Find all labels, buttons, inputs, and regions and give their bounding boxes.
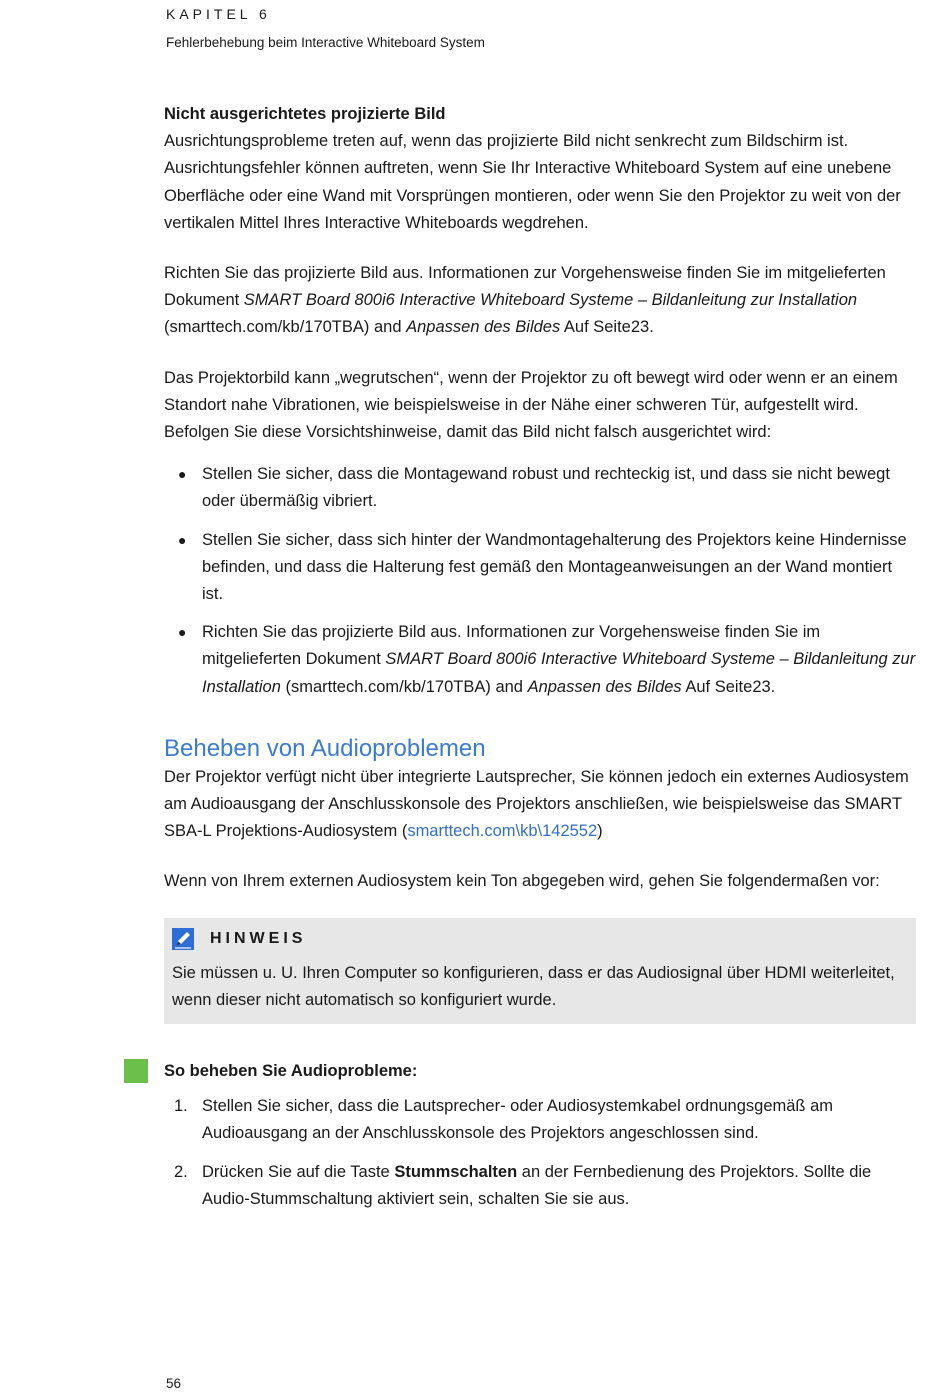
document-title: SMART Board 800i6 Interactive Whiteboard Systeme – Bildanleitung zur Installation [243,291,858,310]
misaligned-paragraph-1: Ausrichtungsprobleme treten auf, wenn das projizierte Bild nicht senkrecht zum Bildschirm ist. Ausrichtungsfehler können auftreten, wenn Sie Ihr Interactive Whiteboard System auf eine unebene Oberfläche oder eine Wand mit Vorsprüngen montieren, oder wenn Sie den Projektor zu weit von der vertikalen Mittel Ihres Interactive Whiteboards wegdrehen. [164,132,901,232]
list-item-text: Stellen Sie sicher, dass sich hinter der Wandmontagehalterung des Projektors keine Hindernisse befinden, und dass die Halterung fest gemäß den Montageanweisungen an der Wand montiert ist. [202,530,907,604]
audio-section-title: Beheben von Audioproblemen [164,734,486,762]
misaligned-paragraph-2 [164,260,916,342]
list-item [164,527,916,609]
text-run: Auf Seite23. [560,318,654,337]
button-name: Stummschalten [394,1162,518,1181]
audio-paragraph-2: Wenn von Ihrem externen Audiosystem kein Ton abgegeben wird, gehen Sie folgendermaßen vor: [164,872,880,891]
text-run: Richten Sie das projizierte Bild aus. Informationen zur Vorgehensweise finden Sie im mitgelieferten Dokument [164,264,886,310]
step-item [164,1093,916,1147]
list-item-text: Stellen Sie sicher, dass die Montagewand robust und rechteckig ist, und dass sie nicht bewegt oder übermäßig vibriert. [202,465,890,511]
procedure-marker-icon [124,1059,148,1083]
chapter-label: KAPITEL 6 [166,6,271,22]
audio-system-link[interactable]: smarttech.com\kb\142552 [407,822,598,841]
note-text: Sie müssen u. U. Ihren Computer so konfigurieren, dass er das Audiosignal über HDMI weiterleitet, wenn dieser nicht automatisch so konfiguriert wurde. [172,963,895,1009]
text-run: Drücken Sie auf die Taste [202,1162,395,1181]
precaution-list [164,461,916,701]
text-run: (smarttech.com/kb/170TBA) and [164,318,407,337]
step-number: 1. [174,1097,188,1116]
text-run: (smarttech.com/kb/170TBA) and [280,677,528,696]
page-content [164,101,916,1224]
note-title: HINWEIS [210,930,307,948]
procedure [164,1058,916,1213]
note-box [164,918,916,1024]
text-run: Der Projektor verfügt nicht über integrierte Lautsprecher, Sie können jedoch ein externes Audiosystem am Audioausgang der Anschlusskonsole des Projektors anschließen, wie beispielsweise das SMART SBA-L Projektions-Audiosystem ( [164,767,909,841]
pencil-note-icon [172,928,194,950]
step-number: 2. [174,1162,188,1181]
bullet-icon: ● [178,466,187,483]
audio-paragraph-1 [164,764,916,846]
chapter-subtitle: Fehlerbehebung beim Interactive Whiteboard System [166,35,485,50]
section-reference: Anpassen des Bildes [406,318,561,337]
misaligned-paragraph-3: Das Projektorbild kann „wegrutschen“, wenn der Projektor zu oft bewegt wird oder wenn er an einem Standort nahe Vibrationen, wie beispielsweise in der Nähe einer schweren Tür, aufgestellt wird. Befolgen Sie diese Vorsichtshinweise, damit das Bild nicht falsch ausgerichtet wird: [164,368,898,442]
text-run: Auf Seite23. [681,677,776,696]
list-item [164,619,916,701]
procedure-steps [164,1093,916,1213]
page-number: 56 [166,1376,182,1391]
text-run: ) [597,822,603,841]
list-item [164,461,916,515]
step-text: Stellen Sie sicher, dass die Lautsprecher- oder Audiosystemkabel ordnungsgemäß am Audioausgang an der Anschlusskonsole des Projektors angeschlossen sind. [202,1097,834,1143]
section-reference: Anpassen des Bildes [527,677,682,696]
misaligned-heading: Nicht ausgerichtetes projizierte Bild [164,105,446,123]
text-run: Richten Sie das projizierte Bild aus. Informationen zur Vorgehensweise finden Sie im mitgelieferten Dokument [202,623,821,669]
bullet-icon: ● [178,624,187,641]
step-item [164,1159,916,1213]
bullet-icon: ● [178,531,187,548]
procedure-title: So beheben Sie Audioprobleme: [164,1062,418,1081]
document-title: SMART Board 800i6 Interactive Whiteboard Systeme – Bildanleitung zur Installation [202,650,916,696]
text-run: an der Fernbedienung des Projektors. Sollte die Audio-Stummschaltung aktiviert sein, schalten Sie sie aus. [202,1162,872,1208]
